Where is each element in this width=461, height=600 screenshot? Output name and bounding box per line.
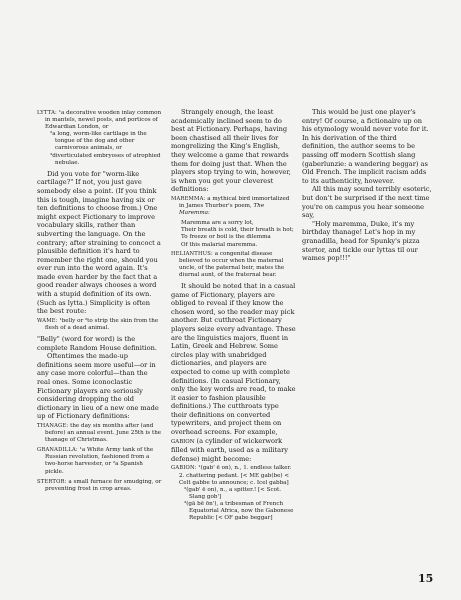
verse-line: Of this malarial maremma.	[181, 241, 258, 248]
verse-line: Maremma are a sorry lot,	[181, 220, 254, 227]
definition-lytta-1: ¹a decorative wooden inlay common in mantels, newel posts, and porticos of Edwardian London, or	[45, 110, 162, 131]
paragraph-body: "Holy maremma, Duke, it's my birthday thanage! Let's hop in my granadilla, head for Spunky's pizza stertor, and tickle our lyttas til our wames pop!!!"	[302, 219, 420, 263]
headword-helianthus: HELIANTHUS:	[171, 250, 213, 257]
definition-gabion-1: ¹(gab' ē on), n., 1. endless talker. 2. chattering pedant. [< ME gab(be) < Celt gabbe to announce; c. Icel gabba]	[179, 465, 292, 486]
definition-stertor-text: a small furnace for smudging, or preventing frost in crop areas.	[45, 478, 162, 492]
poem-title: The Maremma:	[179, 203, 265, 217]
definition-gabion-2: ²(gab' ē on), n., a spitter.! [< Scot. Slang gob']	[184, 486, 281, 500]
paragraph-body: Oftentimes the made-up definitions seem more useful—or in any case more colorful—than the real ones. Some iconoclastic Fictionary players are seriously considering dropping the old dictionary in lieu of a new one made up of Fictionary definitions:	[37, 352, 159, 421]
definition-lytta-3: ³diverticulated embryoses of atrophied nebulae.	[50, 152, 161, 166]
definition-maremma	[171, 196, 296, 217]
paragraph-text-tail: (a cylinder of wickerwork filled with earth, used as a military defense) might become:	[171, 436, 288, 463]
headword-maremma: MAREMMA:	[171, 195, 206, 202]
definition-maremma-text: a mythical bird immortalized in James Thurber's poem,	[179, 195, 290, 210]
definition-wame	[37, 318, 162, 332]
verse-line: Their breath is cold, their breath is hot;	[181, 227, 294, 234]
definition-stertor	[37, 479, 162, 493]
definition-thanage	[37, 423, 162, 444]
definition-gabion	[171, 465, 296, 522]
definition-granadilla-text: ¹a White Army tank of the Russian revolution, fashioned from a two-horse harvester, or ²a Spanish pickle.	[45, 447, 154, 475]
definition-lytta-2: ²a long, worm-like cartilage in the tongue of the dog and other carnivorous animals, or	[50, 131, 147, 152]
headword-lytta: LYTTA:	[37, 110, 57, 116]
column-left	[37, 108, 162, 496]
paragraph-text: It should be noted that in a casual game of Fictionary, players are obliged to reveal if they know the chosen word, so the reader may pick another. But cutthroat Fictionary players seize every advantage. These are the linguistics majors, fluent in Latin, Greek and Hebrew. Some circles play with unabridged dictionaries, and players are expected to come up with complete definitions. (In casual Fictionary, only the key words are read, to make it easier to fashion plausible definitions.) The cutthroats type their definitions on converted typewriters, and project them on overhead screens. For example,	[171, 281, 296, 437]
paragraph-body: All this may sound terribly esoteric, but don't be surprised if the next time you're on campus you hear someone say,	[302, 185, 432, 220]
paragraph-body: "Belly" (word for word) is the complete Random House definition.	[37, 335, 157, 352]
paragraph-body: This would be just one player's entry! Of course, a fictionaire up on his etymology would never vote for it. In his derivation of the third definition, the author seems to be passing off modern Scottish slang (gaberlunzie: a wandering beggar) as Old French. The implicit racism adds to its authenticity, however.	[302, 108, 429, 185]
definition-lytta	[37, 110, 162, 167]
column-right	[302, 108, 432, 263]
inline-headword-gabion: GABION	[171, 438, 195, 445]
definition-granadilla	[37, 447, 162, 475]
headword-stertor: STERTOR:	[37, 478, 67, 485]
paragraph-body: Did you vote for "worm-like cartilage?" If not, you just gave somebody else a point. (If you think this is tough, imagine having six or ten definitions to choose from.) One might expect Fictionary to improve vocabulary skills, rather than subverting the language. On the contrary; after straining to concoct a plausible definition it's hard to remember the right one, should you ever run into the word again. It's made even harder by the fact that a good reader always chooses a word with a stupid definition of its own. (Such as lytta.) Simplicity is often the best route:	[37, 169, 161, 316]
verse-line: To freeze or boil is the dilemma	[181, 234, 271, 241]
column-middle	[171, 108, 296, 525]
headword-thanage: THANAGE:	[37, 422, 69, 429]
page-number: 15	[418, 572, 434, 585]
definition-wame-text: ¹belly or ²to strip the skin from the flesh of a dead animal.	[45, 317, 159, 331]
headword-wame: WAME:	[37, 317, 58, 324]
definition-gabion-3: ³(gā bē ōn'), a tribesman of French Equatorial Africa, now the Gabonese Republic [< OF gabe beggar]	[184, 500, 294, 522]
headword-granadilla: GRANADILLA:	[37, 447, 78, 454]
paragraph-body	[171, 282, 296, 463]
headword-gabion: GABION:	[171, 465, 197, 472]
paragraph-body: Strangely enough, the least academically inclined seem to do best at Fictionary. Perhaps, having been chastised all their lives for mongrelizing the King's English, they welcome a game that rewards them for doing just that. When the players stop trying to win, however, is when you get your cleverest definitions:	[171, 108, 291, 194]
definition-helianthus-text: a congenital disease believed to occur when the maternal uncle, of the paternal heir, mates the diurnal aunt, of the fraternal bear.	[179, 250, 285, 278]
definition-helianthus	[171, 251, 296, 279]
definition-thanage-text: the day six months after (and before) an annual event. June 25th is the thanage of Christmas.	[45, 422, 162, 444]
poem-verse	[171, 220, 296, 248]
